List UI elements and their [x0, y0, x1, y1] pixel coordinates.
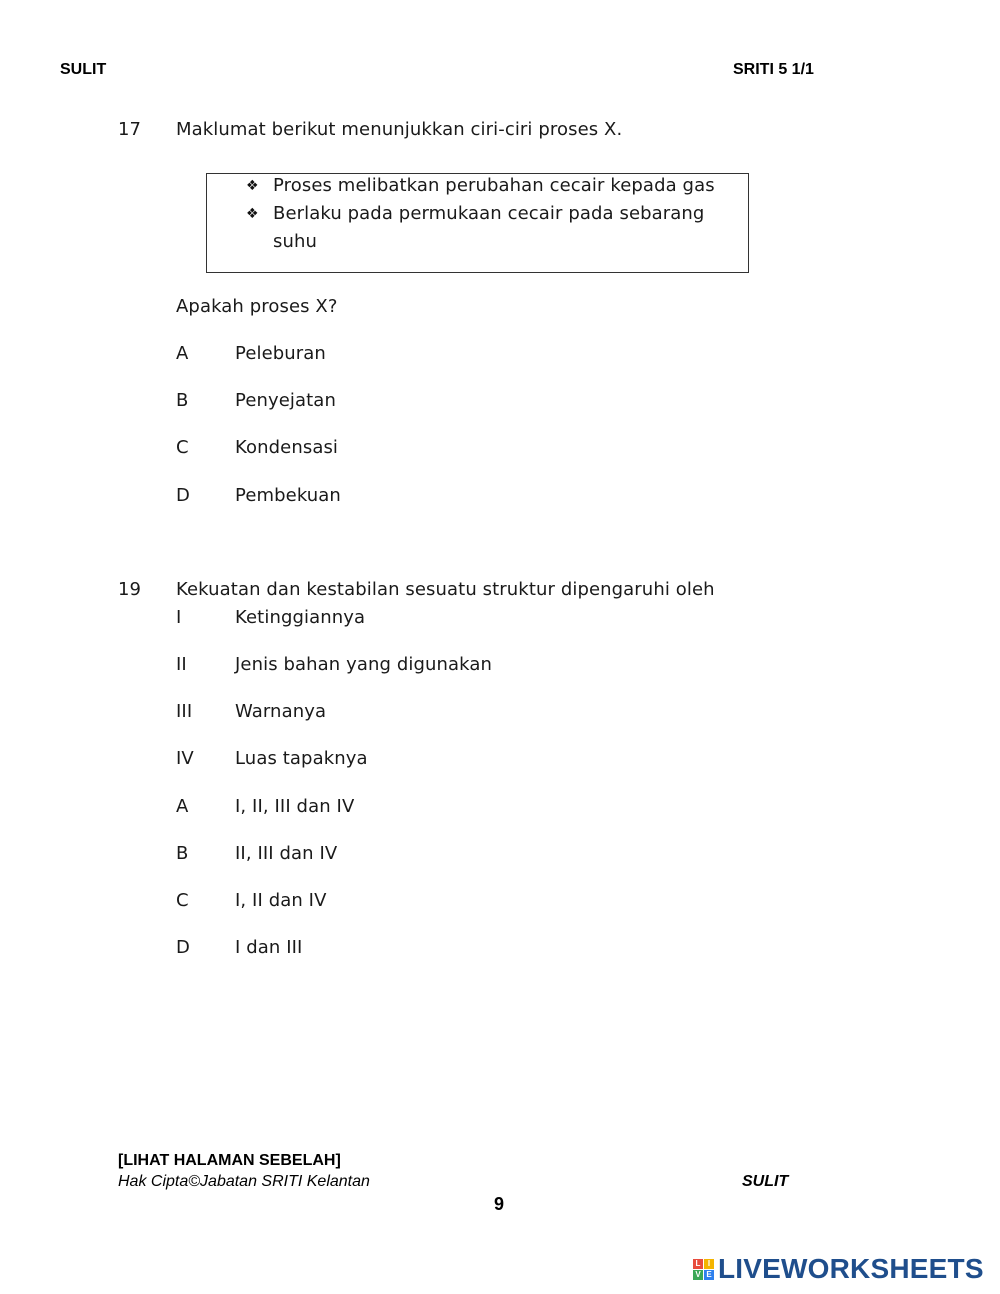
header-paper-code: SRITI 5 1/1: [733, 61, 814, 78]
option-text-a[interactable]: I, II, III dan IV: [235, 796, 355, 817]
option-letter-b: B: [176, 390, 189, 411]
logo-badge-letter: I: [704, 1259, 714, 1269]
option-letter-c: C: [176, 437, 189, 458]
logo-badge-letter: E: [704, 1270, 714, 1280]
logo-badge-letter: V: [693, 1270, 703, 1280]
liveworksheets-logo[interactable]: [693, 1252, 984, 1286]
option-text-c[interactable]: I, II dan IV: [235, 890, 327, 911]
option-text-d[interactable]: Pembekuan: [235, 485, 341, 506]
next-page-note: [LIHAT HALAMAN SEBELAH]: [118, 1152, 341, 1169]
statement-label: I: [176, 607, 182, 628]
info-box-item: Berlaku pada permukaan cecair pada sebarang: [273, 203, 705, 224]
logo-wordmark: LIVEWORKSHEETS: [718, 1253, 984, 1284]
page-number: 9: [494, 1194, 505, 1214]
option-text-c[interactable]: Kondensasi: [235, 437, 339, 458]
copyright-text: Hak Cipta©Jabatan SRITI Kelantan: [118, 1173, 370, 1190]
logo-badge-letter: L: [693, 1259, 703, 1269]
footer-classification: SULIT: [742, 1173, 789, 1190]
statement-text: Ketinggiannya: [235, 607, 366, 628]
question-19-stem: Kekuatan dan kestabilan sesuatu struktur dipengaruhi oleh: [176, 579, 715, 600]
info-box-item: Proses melibatkan perubahan cecair kepada gas: [273, 175, 715, 196]
option-letter-a: A: [176, 796, 189, 817]
logo-badge-icon: [693, 1259, 714, 1280]
question-number-19: 19: [118, 579, 142, 600]
statement-text: Warnanya: [235, 701, 327, 722]
option-letter-a: A: [176, 343, 189, 364]
question-17-stem: Maklumat berikut menunjukkan ciri-ciri proses X.: [176, 119, 623, 140]
question-number-17: 17: [118, 119, 142, 140]
option-letter-b: B: [176, 843, 189, 864]
bullet-icon: ❖: [246, 206, 259, 222]
option-letter-d: D: [176, 485, 190, 506]
statement-label: II: [176, 654, 187, 675]
statement-label: IV: [176, 748, 194, 769]
option-letter-d: D: [176, 937, 190, 958]
question-17-prompt: Apakah proses X?: [176, 296, 338, 317]
statement-text: Jenis bahan yang digunakan: [235, 654, 492, 675]
statement-label: III: [176, 701, 193, 722]
option-text-b[interactable]: Penyejatan: [235, 390, 336, 411]
option-text-b[interactable]: II, III dan IV: [235, 843, 338, 864]
option-text-a[interactable]: Peleburan: [235, 343, 326, 364]
info-box-item-continuation: suhu: [273, 231, 318, 252]
option-letter-c: C: [176, 890, 189, 911]
statement-text: Luas tapaknya: [235, 748, 368, 769]
option-text-d[interactable]: I dan III: [235, 937, 303, 958]
header-classification: SULIT: [60, 61, 107, 78]
bullet-icon: ❖: [246, 178, 259, 194]
